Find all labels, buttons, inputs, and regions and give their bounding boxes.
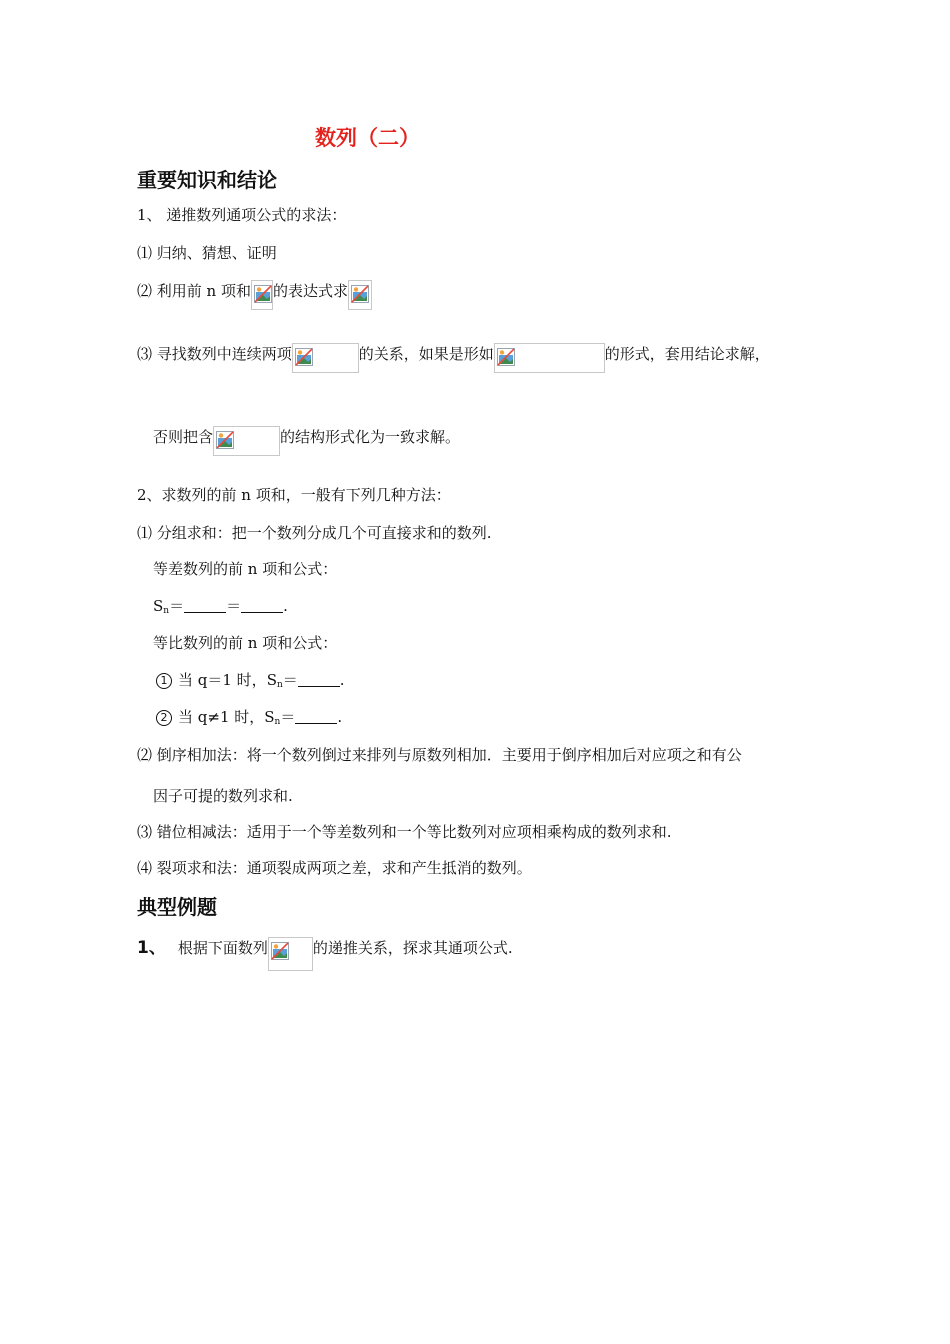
method-shift-subtract: ⑶ 错位相减法：适用于一个等差数列和一个等比数列对应项相乘构成的数列求和. [137, 823, 672, 841]
method-consecutive-cont [153, 426, 460, 456]
item-sum-methods: 2、求数列的前 n 项和，一般有下列几种方法： [137, 486, 451, 504]
section-heading-knowledge: 重要知识和结论 [137, 168, 277, 192]
sn-symbol: S [153, 597, 164, 615]
broken-image-icon [216, 431, 234, 449]
formula-image [268, 937, 313, 971]
period: . [337, 708, 343, 726]
broken-image-icon [295, 348, 313, 366]
geo-case-2 [156, 706, 342, 733]
example-1 [137, 937, 513, 971]
method-consecutive-text-b: 的关系，如果是形如 [358, 345, 494, 363]
arith-sum-label: 等差数列的前 n 项和公式： [153, 560, 338, 578]
method-consecutive-terms [137, 343, 770, 373]
section-heading-examples: 典型例题 [137, 895, 217, 919]
example-number: 1、 [137, 938, 166, 958]
sn-subscript: n [276, 680, 283, 690]
method-consecutive-text-a: ⑶ 寻找数列中连续两项 [137, 345, 292, 363]
method-consecutive-text-c: 的形式，套用结论求解， [604, 345, 770, 363]
fill-blank [298, 672, 340, 687]
example-1-text-b: 的递推关系，探求其通项公式. [312, 939, 513, 957]
period: . [339, 671, 345, 689]
page-title: 数列（二） [315, 126, 420, 150]
method-group-sum: ⑴ 分组求和：把一个数列分成几个可直接求和的数列. [137, 524, 492, 542]
fill-blank [295, 709, 337, 724]
arith-sum-formula [153, 595, 288, 622]
sn-subscript: n [163, 606, 170, 616]
geo-sum-label: 等比数列的前 n 项和公式： [153, 634, 338, 652]
geo-case-1 [156, 669, 345, 696]
example-1-text-a: 根据下面数列 [177, 939, 268, 957]
method-reverse-add: ⑵ 倒序相加法：将一个数列倒过来排列与原数列相加．主要用于倒序相加后对应项之和有公 [137, 746, 742, 764]
broken-image-icon [351, 285, 369, 303]
broken-image-icon [271, 942, 289, 960]
circled-number: 1 [156, 673, 172, 689]
equals-sign: ＝ [282, 671, 298, 689]
formula-image [292, 343, 359, 373]
method-sum-text-b: 的表达式求 [272, 282, 348, 300]
sn-symbol: S [264, 708, 275, 726]
sn-symbol: S [266, 671, 277, 689]
formula-image [494, 343, 605, 373]
formula-image [213, 426, 280, 456]
method-induction: ⑴ 归纳、猜想、证明 [137, 244, 277, 262]
case-2-text: 当 q≠1 时， [178, 708, 265, 726]
period: . [283, 597, 288, 615]
equals-sign: ＝ [226, 597, 242, 615]
fill-blank [241, 598, 283, 613]
circled-number: 2 [156, 710, 172, 726]
method-consecutive-text-d: 否则把含 [153, 428, 214, 446]
formula-image [251, 280, 273, 310]
case-1-text: 当 q＝1 时， [178, 671, 267, 689]
item-recursive-formula: 1、 递推数列通项公式的求法： [137, 206, 347, 224]
method-sum-expression [137, 280, 372, 310]
formula-image [348, 280, 372, 310]
fill-blank [184, 598, 226, 613]
method-sum-text-a: ⑵ 利用前 n 项和 [137, 282, 251, 300]
sn-subscript: n [274, 717, 281, 727]
equals-sign: ＝ [280, 708, 296, 726]
broken-image-icon [254, 285, 272, 303]
method-split-terms: ⑷ 裂项求和法：通项裂成两项之差，求和产生抵消的数列。 [137, 859, 532, 877]
method-consecutive-text-e: 的结构形式化为一致求解。 [280, 428, 461, 446]
broken-image-icon [497, 348, 515, 366]
method-reverse-add-cont: 因子可提的数列求和. [153, 787, 293, 805]
equals-sign: ＝ [169, 597, 185, 615]
